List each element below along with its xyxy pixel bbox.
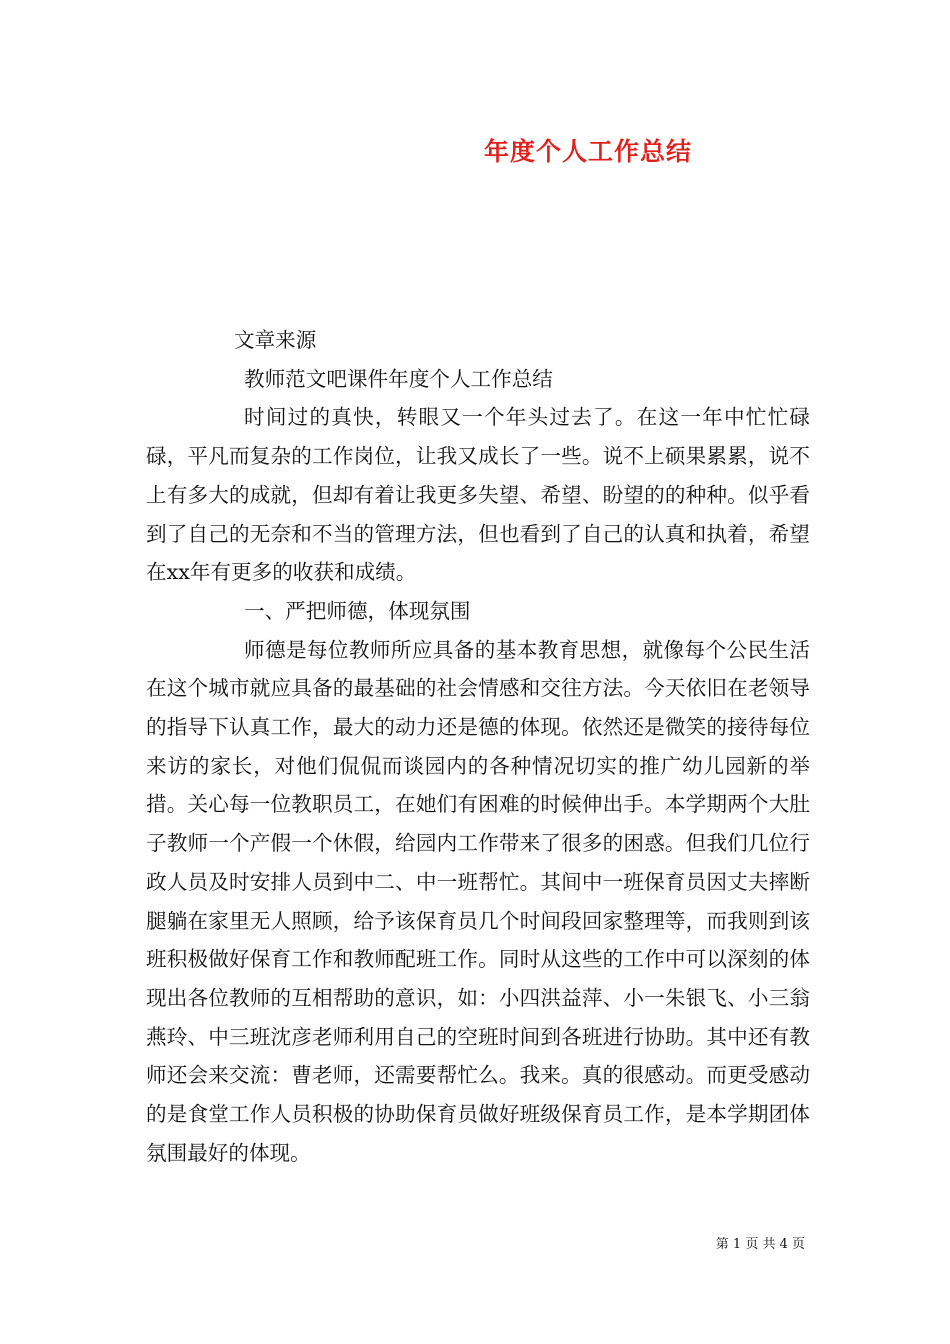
page-number: 第 1 页 共 4 页 (715, 1237, 805, 1252)
paragraph-teacher-ethics: 师德是每位教师所应具备的基本教育思想，就像每个公民生活在这个城市就应具备的最基础的社会情感和交往方法。今天依旧在老领导的指导下认真工作，最大的动力还是德的体现。依然还是微笑的接待每位来访的家长，对他们侃侃而谈园内的各种情况切实的推广幼儿园新的举措。关心每一位教职员工，在她们有困难的时候伸出手。本学期两个大肚子教师一个产假一个休假，给园内工作带来了很多的困惑。但我们几位行政人员及时安排人员到中二、中一班帮忙。其间中一班保育员因丈夫摔断腿躺在家里无人照顾，给予该保育员几个时间段回家整理等，而我则到该班积极做好保育工作和教师配班工作。同时从这些的工作中可以深刻的体现出各位教师的互相帮助的意识，如：小四洪益萍、小一朱银飞、小三翁燕玲、中三班沈彦老师利用自己的空班时间到各班进行协助。其中还有教师还会来交流：曹老师，还需要帮忙么。我来。真的很感动。而更受感动的是食堂工作人员积极的协助保育员做好班级保育员工作，是本学期团体氛围最好的体现。 (146, 637, 810, 1165)
document-subtitle: 教师范文吧课件年度个人工作总结 (244, 366, 553, 391)
source-label: 文章来源 (234, 328, 317, 352)
section-heading-1: 一、严把师德，体现氛围 (244, 598, 471, 623)
document-title: 年度个人工作总结 (483, 137, 692, 166)
document-body (146, 321, 810, 1172)
paragraph-intro: 时间过的真快，转眼又一个年头过去了。在这一年中忙忙碌碌，平凡而复杂的工作岗位，让我又成长了一些。说不上硕果累累，说不上有多大的成就，但却有着让我更多失望、希望、盼望的的种种。似乎看到了自己的无奈和不当的管理方法，但也看到了自己的认真和执着，希望在xx年有更多的收获和成绩。 (146, 405, 810, 585)
